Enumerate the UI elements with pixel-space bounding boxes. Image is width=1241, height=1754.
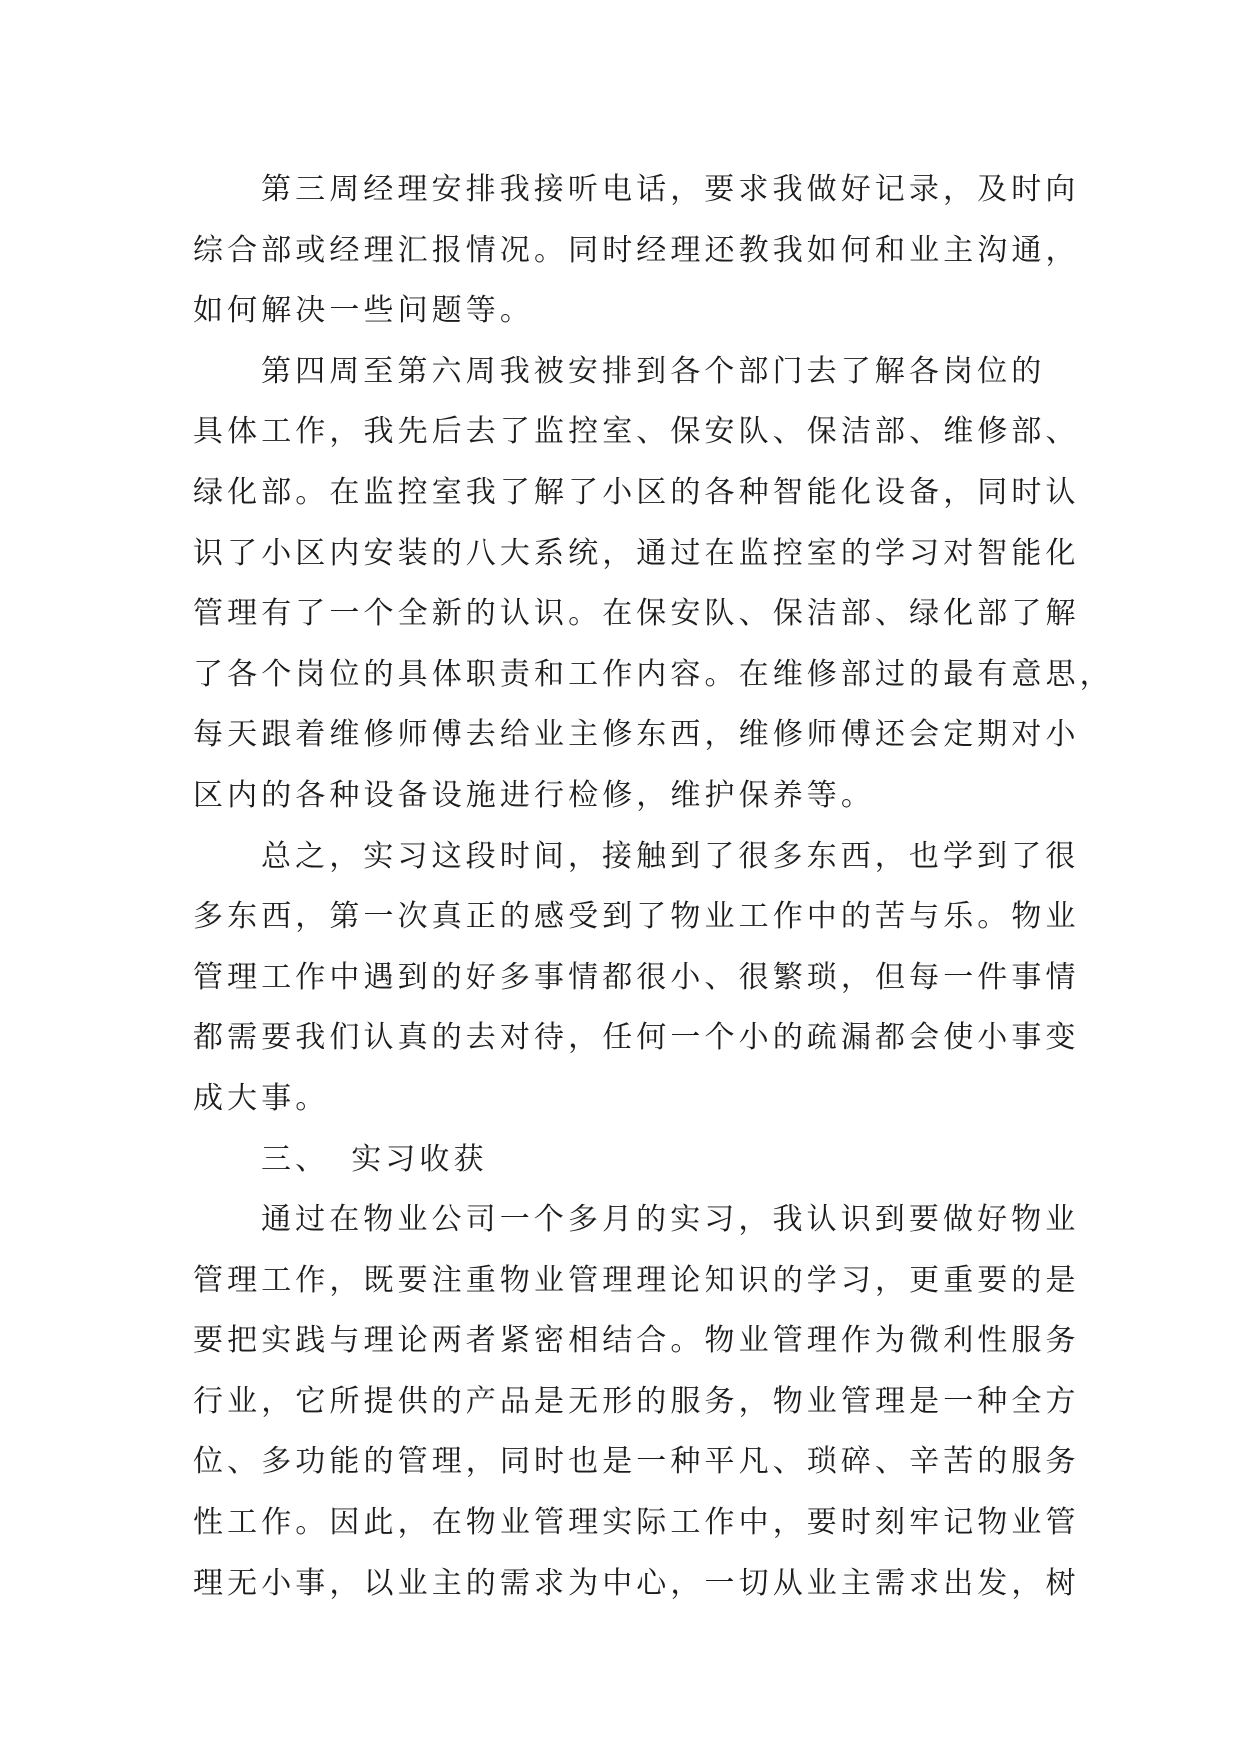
document-body bbox=[193, 160, 1114, 1614]
text-line: 管理有了一个全新的认识。在保安队、保洁部、绿化部了解 bbox=[193, 596, 1080, 632]
text-line: 通过在物业公司一个多月的实习，我认识到要做好物业 bbox=[261, 1202, 1080, 1238]
text-line: 多东西，第一次真正的感受到了物业工作中的苦与乐。物业 bbox=[193, 899, 1080, 935]
text-line: 每天跟着维修师傅去给业主修东西，维修师傅还会定期对小 bbox=[193, 717, 1080, 753]
text-line: 成大事。 bbox=[193, 1080, 330, 1116]
text-line: 了各个岗位的具体职责和工作内容。在维修部过的最有意思， bbox=[193, 656, 1114, 692]
text-line: 行业，它所提供的产品是无形的服务，物业管理是一种全方 bbox=[193, 1383, 1080, 1419]
text-line: 管理工作中遇到的好多事情都很小、很繁琐，但每一件事情 bbox=[193, 959, 1080, 995]
text-line: 理无小事，以业主的需求为中心，一切从业主需求出发，树 bbox=[193, 1565, 1080, 1601]
section-heading bbox=[193, 1130, 1053, 1191]
section-heading-number: 三、 bbox=[261, 1141, 330, 1177]
text-line: 区内的各种设备设施进行检修，维护保养等。 bbox=[193, 777, 875, 813]
paragraph bbox=[193, 160, 1080, 342]
text-line: 具体工作，我先后去了监控室、保安队、保洁部、维修部、 bbox=[193, 414, 1080, 450]
paragraph bbox=[193, 1190, 1080, 1614]
text-line: 都需要我们认真的去对待，任何一个小的疏漏都会使小事变 bbox=[193, 1020, 1080, 1056]
text-line: 要把实践与理论两者紧密相结合。物业管理作为微利性服务 bbox=[193, 1323, 1080, 1359]
text-line: 如何解决一些问题等。 bbox=[193, 293, 534, 329]
paragraph bbox=[193, 827, 1080, 1130]
text-line: 管理工作，既要注重物业管理理论知识的学习，更重要的是 bbox=[193, 1262, 1080, 1298]
text-line: 综合部或经理汇报情况。同时经理还教我如何和业主沟通， bbox=[193, 232, 1080, 268]
text-line: 第四周至第六周我被安排到各个部门去了解各岗位的 bbox=[261, 353, 1046, 389]
text-line: 性工作。因此，在物业管理实际工作中，要时刻牢记物业管 bbox=[193, 1505, 1080, 1541]
section-heading-title: 实习收获 bbox=[351, 1141, 488, 1177]
text-line: 识了小区内安装的八大系统，通过在监控室的学习对智能化 bbox=[193, 535, 1080, 571]
text-line: 位、多功能的管理，同时也是一种平凡、琐碎、辛苦的服务 bbox=[193, 1444, 1080, 1480]
paragraph bbox=[193, 342, 1114, 827]
text-line: 第三周经理安排我接听电话，要求我做好记录，及时向 bbox=[261, 172, 1080, 207]
text-line: 绿化部。在监控室我了解了小区的各种智能化设备，同时认 bbox=[193, 474, 1080, 510]
text-line: 总之，实习这段时间，接触到了很多东西，也学到了很 bbox=[261, 838, 1080, 874]
